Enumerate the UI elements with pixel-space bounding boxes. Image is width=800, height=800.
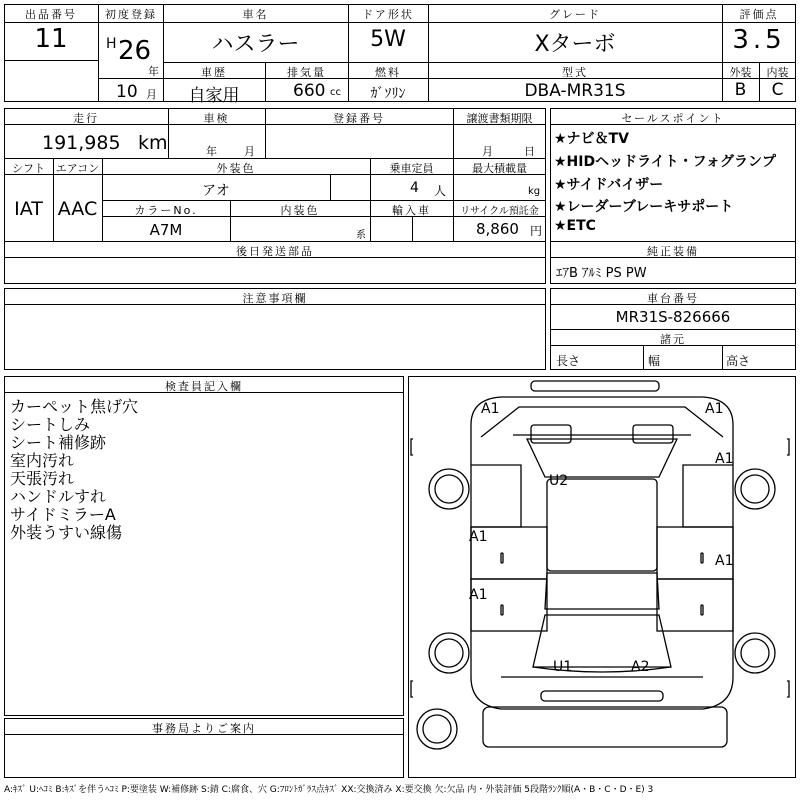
score: 3.5: [732, 25, 786, 55]
lot-no: 11: [34, 24, 68, 54]
car-damage-diagram: [409, 377, 795, 777]
history: 自家用: [188, 86, 240, 106]
transfer-month-unit: 月: [482, 145, 493, 158]
reg-year: 26: [118, 36, 152, 66]
car-name-label: 車名: [242, 8, 269, 21]
color-no-label: カラーNo.: [134, 204, 198, 217]
import-label: 輸入車: [392, 204, 431, 217]
recycle-amount: 8,860: [476, 220, 519, 238]
equipment-label: 純正装備: [647, 245, 699, 258]
ac: AAC: [57, 198, 98, 220]
damage-mark: A1: [715, 451, 734, 467]
damage-mark: U1: [553, 659, 573, 675]
exterior-grade: B: [734, 80, 747, 100]
reg-month: 10: [116, 82, 138, 102]
dims-label: 諸元: [660, 333, 686, 346]
exterior-label: 外装: [729, 66, 752, 79]
inspector-note: 室内汚れ: [10, 451, 75, 470]
first-reg-label: 初度登録: [105, 8, 157, 21]
fuel: ｶﾞｿﾘﾝ: [370, 86, 406, 102]
interior-label: 内装: [766, 66, 789, 79]
shift-label: シフト: [12, 162, 45, 175]
transfer-label: 譲渡書類期限: [466, 112, 533, 125]
damage-mark: A1: [469, 587, 488, 603]
displacement: 660: [293, 81, 326, 101]
door-label: ドア形状: [362, 8, 414, 21]
shift: IAT: [14, 198, 43, 220]
capacity: 4: [410, 180, 419, 196]
damage-mark: A1: [469, 529, 488, 545]
chassis-number: MR31S-826666: [615, 308, 731, 326]
load-label: 最大積載量: [472, 162, 527, 175]
mileage: 191,985: [42, 132, 121, 154]
inspector-note: 天張汚れ: [10, 469, 75, 488]
reg-year-unit: 年: [148, 65, 159, 78]
color-no: A7M: [149, 221, 183, 239]
lot-no-label: 出品番号: [25, 8, 77, 21]
history-label: 車歴: [201, 66, 227, 79]
inspector-note: ハンドルすれ: [10, 487, 107, 506]
inspection-month-unit: 月: [244, 145, 255, 158]
ext-color-label: 外装色: [216, 162, 256, 175]
inspector-note: シートしみ: [10, 415, 91, 434]
recycle-label: リサイクル預託金: [460, 206, 539, 217]
mileage-unit: km: [138, 132, 168, 154]
displacement-unit: cc: [330, 87, 341, 98]
era: H: [106, 36, 117, 52]
recycle-unit: 円: [530, 224, 543, 238]
load-unit: kg: [528, 186, 541, 197]
sales-point-item: ★サイドバイザー: [554, 177, 664, 193]
mileage-label: 走行: [73, 112, 99, 125]
reg-month-unit: 月: [146, 88, 157, 101]
height-label: 高さ: [726, 354, 751, 368]
chassis-label: 車台番号: [647, 292, 699, 305]
int-color-unit: 系: [356, 230, 366, 241]
inspection-label: 車検: [203, 112, 230, 125]
later-parts-label: 後日発送部品: [236, 245, 314, 258]
length-label: 長さ: [556, 354, 581, 368]
sales-point-item: ★ナビ＆TV: [554, 131, 629, 147]
inspector-label: 検査員記入欄: [165, 380, 243, 393]
office-label: 事務局よりご案内: [152, 722, 256, 735]
legend-text: A:ｷｽﾞ U:ﾍｺﾐ B:ｷｽﾞを伴うﾍｺﾐ P:要塗装 W:補修跡 S:錆 C:腐食、穴 G:ﾌﾛﾝﾄｶﾞﾗｽ点ｷｽﾞ XX:交換済み X:要交換 欠:欠品 内・外装評価 5段階ﾗﾝｸ順(A・B・C・D・E) 3: [4, 785, 654, 795]
grade-label: グレード: [549, 8, 601, 21]
car-name: ハスラー: [211, 32, 300, 57]
damage-mark: A2: [631, 659, 650, 675]
equipment-value: ｴｱB ｱﾙﾐ PS PW: [556, 266, 647, 281]
door-type: 5W: [370, 27, 406, 52]
inspector-note: 外装うすい線傷: [10, 523, 123, 542]
sales-point-item: ★レーダーブレーキサポート: [554, 199, 734, 215]
score-label: 評価点: [739, 8, 779, 21]
inspector-note: シート補修跡: [10, 433, 107, 452]
transfer-day-unit: 日: [524, 145, 535, 158]
capacity-label: 乗車定員: [389, 162, 434, 175]
inspection-year-unit: 年: [206, 145, 217, 158]
sales-point-item: ★HIDヘッドライト・フォグランプ: [554, 154, 776, 170]
sales-points-label: セールスポイント: [621, 112, 725, 125]
sales-point-item: ★ETC: [554, 218, 596, 234]
fuel-label: 燃料: [375, 66, 401, 79]
reg-no-label: 登録番号: [333, 112, 385, 125]
grade: Xターボ: [534, 32, 616, 57]
interior-grade: C: [771, 80, 784, 100]
int-color-label: 内装色: [280, 204, 320, 217]
width-label: 幅: [648, 354, 661, 368]
inspector-note: カーペット焦げ穴: [10, 397, 139, 416]
model-code: DBA-MR31S: [524, 81, 626, 101]
model-code-label: 型式: [562, 66, 588, 79]
damage-mark: U2: [549, 473, 569, 489]
damage-mark: A1: [481, 401, 500, 417]
capacity-unit: 人: [434, 184, 447, 198]
damage-mark: A1: [705, 401, 724, 417]
displacement-label: 排気量: [287, 66, 326, 79]
ext-color: アオ: [202, 183, 230, 199]
inspector-note: サイドミラーA: [10, 505, 116, 524]
ac-label: エアコン: [55, 162, 100, 175]
notes-label: 注意事項欄: [242, 292, 308, 305]
damage-mark: A1: [715, 553, 734, 569]
